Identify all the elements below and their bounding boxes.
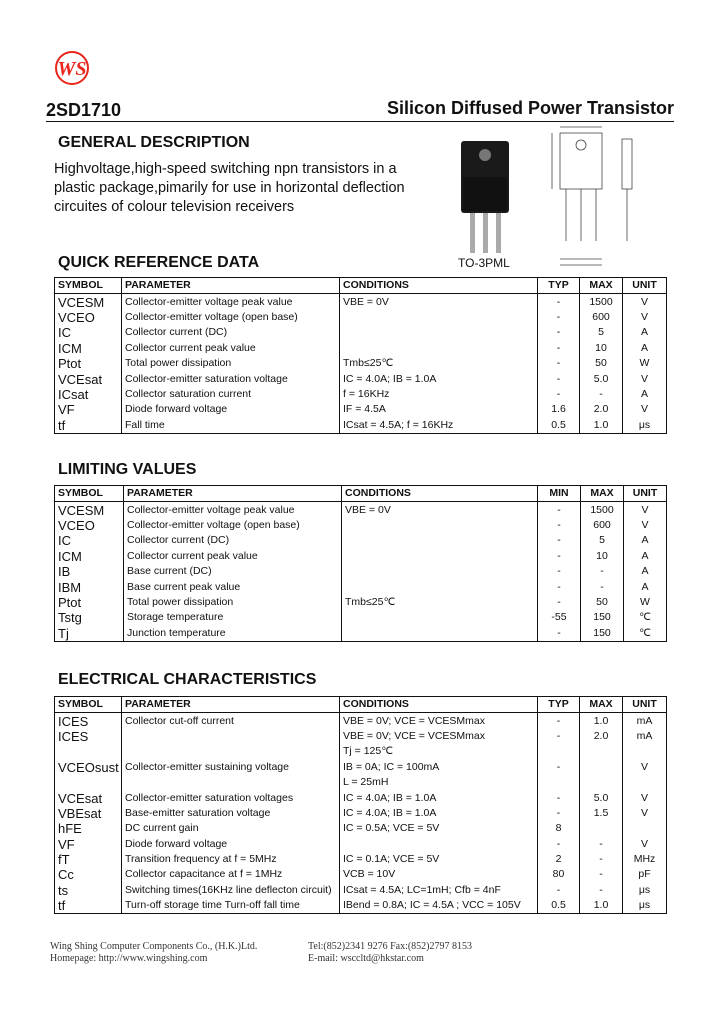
cell-conditions: VBE = 0V [342,502,538,518]
cell-parameter: Collector current (DC) [122,325,340,340]
cell-value: - [538,883,580,898]
cell-max: 10 [580,341,623,356]
cell-max: 150 [581,610,624,625]
cell-conditions [342,564,538,579]
cell-parameter: Collector cut-off current [122,713,340,729]
cell-parameter: Base current (DC) [124,564,342,579]
table-row [55,790,667,805]
table-row [55,533,667,548]
cell-unit: A [624,564,667,579]
table-row [55,310,667,325]
cell-value: 1.6 [538,402,580,417]
cell-symbol: fT [58,852,70,868]
cell-symbol: ICsat [58,386,89,402]
cell-conditions: ICsat = 4.5A; LC=1mH; Cfb = 4nF [340,883,538,898]
electrical-characteristics-table [54,696,667,914]
cell-value: 0.5 [538,418,580,434]
cell-unit: mA [623,713,667,729]
cell-symbol [55,775,122,790]
table-row [55,564,667,579]
cell-value: 0.5 [538,898,580,914]
cell-conditions: VBE = 0V; VCE = VCESMmax [340,713,538,729]
cell-max: - [580,387,623,402]
cell-value: - [538,356,580,371]
cell-max: 5 [581,533,624,548]
transistor-package-photo [455,137,517,255]
cell-value: - [538,790,580,805]
package-dimension-drawing [522,123,652,273]
table-row [55,806,667,821]
table-header-row [55,697,667,713]
cell-symbol: ICM [58,340,82,356]
cell-value: - [538,310,580,325]
cell-value: - [538,502,581,518]
cell-max: 5.0 [580,790,623,805]
col-header: MIN [538,486,581,502]
cell-parameter: Collector current peak value [124,549,342,564]
table-row [55,387,667,402]
table-row [55,744,667,759]
cell-value: - [538,626,581,642]
cell-unit: μs [623,418,667,434]
cell-value: - [538,837,580,852]
cell-max: 600 [580,310,623,325]
table-row [55,837,667,852]
cell-conditions [342,549,538,564]
cell-value: - [538,371,580,386]
document-title: Silicon Diffused Power Transistor [386,98,674,118]
col-header: CONDITIONS [342,486,538,502]
col-header: MAX [580,697,623,713]
cell-parameter: Turn-off storage time Turn-off fall time [122,898,340,914]
cell-unit: V [623,837,667,852]
table-row [55,852,667,867]
cell-max: 10 [581,549,624,564]
cell-unit: W [624,595,667,610]
cell-max: 2.0 [580,729,623,744]
cell-conditions: IC = 4.0A; IB = 1.0A [340,790,538,805]
cell-parameter: DC current gain [122,821,340,836]
cell-symbol: IB [58,564,71,580]
table-row [55,775,667,790]
cell-parameter: Base-emitter saturation voltage [122,806,340,821]
cell-parameter: Diode forward voltage [122,837,340,852]
cell-parameter: Collector-emitter saturation voltage [122,371,340,386]
cell-conditions [342,579,538,594]
cell-unit: μs [623,898,667,914]
cell-symbol: VCEOsust [58,759,119,775]
cell-conditions: Tj = 125℃ [340,744,538,759]
cell-parameter: Total power dissipation [124,595,342,610]
cell-conditions [340,837,538,852]
col-header: UNIT [623,278,667,294]
cell-max: - [580,867,623,882]
cell-unit: V [623,294,667,310]
cell-parameter: Collector-emitter voltage peak value [122,294,340,310]
cell-unit [623,744,667,759]
cell-symbol: IC [58,325,71,341]
cell-value: 8 [538,821,580,836]
electrical-characteristics-body [55,713,667,914]
cell-value: 80 [538,867,580,882]
cell-max [580,775,623,790]
cell-parameter [122,744,340,759]
cell-unit: A [623,341,667,356]
cell-value: - [538,806,580,821]
cell-conditions: VCB = 10V [340,867,538,882]
cell-max: 5.0 [580,371,623,386]
cell-unit: A [623,387,667,402]
cell-symbol: VF [58,836,75,852]
general-description-text: Highvoltage,high-speed switching npn transistors in a plastic package,pimarily for use in horizontal deflection circuites of colour television receivers [54,161,405,215]
cell-parameter: Collector-emitter sustaining voltage [122,760,340,775]
part-number: 2SD1710 [46,100,122,120]
cell-conditions: ICsat = 4.5A; f = 16KHz [340,418,538,434]
table-row [55,729,667,744]
cell-conditions: IC = 0.5A; VCE = 5V [340,821,538,836]
cell-conditions: f = 16KHz [340,387,538,402]
cell-unit: V [624,502,667,518]
cell-conditions: VBE = 0V [340,294,538,310]
table-row [55,626,667,642]
cell-symbol: Tstg [58,610,82,626]
cell-value: - [538,294,580,310]
cell-unit: V [624,518,667,533]
cell-symbol: VCESM [58,502,105,518]
cell-value: - [538,387,580,402]
cell-max: - [580,852,623,867]
col-header: TYP [538,697,580,713]
cell-unit: A [624,579,667,594]
cell-value: - [538,533,581,548]
cell-unit: ℃ [624,610,667,625]
cell-max: - [581,564,624,579]
cell-symbol: tf [58,417,66,433]
cell-unit: W [623,356,667,371]
cell-conditions: IC = 4.0A; IB = 1.0A [340,371,538,386]
table-row [55,595,667,610]
cell-parameter [122,775,340,790]
cell-unit [623,775,667,790]
col-header: TYP [538,278,580,294]
cell-parameter: Collector-emitter voltage peak value [124,502,342,518]
footer-company: Wing Shing Computer Components Co., (H.K.)Ltd. [50,941,258,952]
cell-max: 1.0 [580,418,623,434]
cell-max: 2.0 [580,402,623,417]
cell-value: - [538,760,580,775]
table-row [55,502,667,518]
cell-symbol: IC [58,533,71,549]
cell-parameter: Transition frequency at f = 5MHz [122,852,340,867]
cell-symbol: VCEsat [58,790,103,806]
cell-conditions [342,518,538,533]
cell-parameter: Collector current peak value [122,341,340,356]
table-row [55,760,667,775]
cell-conditions: VBE = 0V; VCE = VCESMmax [340,729,538,744]
cell-conditions: IBend = 0.8A; IC = 4.5A ; VCC = 105V [340,898,538,914]
cell-conditions: IB = 0A; IC = 100mA [340,760,538,775]
cell-conditions [340,310,538,325]
cell-conditions: Tmb≤25℃ [342,595,538,610]
cell-unit: A [624,549,667,564]
cell-max: 1.0 [580,713,623,729]
limiting-values-heading: LIMITING VALUES [58,461,197,478]
cell-parameter: Collector-emitter voltage (open base) [124,518,342,533]
cell-unit: μs [623,883,667,898]
cell-max [580,744,623,759]
cell-parameter: Fall time [122,418,340,434]
col-header: SYMBOL [58,698,103,711]
col-header: PARAMETER [122,697,340,713]
table-row [55,294,667,310]
table-row [55,713,667,729]
cell-value: - [538,579,581,594]
svg-text:WS: WS [57,58,87,80]
cell-max [580,760,623,775]
table-row [55,867,667,882]
cell-max: 600 [581,518,624,533]
col-header: UNIT [623,697,667,713]
footer-phone-fax: Tel:(852)2341 9276 Fax:(852)2797 8153 [308,941,473,952]
cell-unit: V [623,402,667,417]
cell-max [580,821,623,836]
electrical-characteristics-heading: ELECTRICAL CHARACTERISTICS [58,671,317,688]
cell-conditions: Tmb≤25℃ [340,356,538,371]
cell-conditions [340,341,538,356]
col-header: CONDITIONS [340,278,538,294]
col-header: UNIT [624,486,667,502]
col-header: PARAMETER [124,486,342,502]
table-row [55,356,667,371]
cell-parameter: Collector capacitance at f = 1MHz [122,867,340,882]
table-header-row [55,278,667,294]
col-header: MAX [580,278,623,294]
cell-parameter: Collector-emitter saturation voltages [122,790,340,805]
cell-max: 150 [581,626,624,642]
cell-max: 50 [581,595,624,610]
limiting-values-table [54,485,667,642]
table-row [55,371,667,386]
table-row [55,610,667,625]
cell-symbol: ICM [58,548,82,564]
cell-symbol: ts [58,882,69,898]
col-header: MAX [581,486,624,502]
cell-unit: V [623,310,667,325]
cell-parameter: Switching times(16KHz line deflecton circuit) [122,883,340,898]
package-label: TO-3PML [458,256,510,270]
cell-max: - [581,579,624,594]
cell-max: 1.0 [580,898,623,914]
col-header: CONDITIONS [340,697,538,713]
cell-conditions [342,610,538,625]
cell-max: - [580,837,623,852]
cell-parameter: Diode forward voltage [122,402,340,417]
table-row [55,402,667,417]
cell-value [538,744,580,759]
cell-parameter: Collector saturation current [122,387,340,402]
limiting-values-body [55,502,667,642]
cell-symbol: VCESM [58,294,105,310]
cell-value: - [538,325,580,340]
cell-max: 1500 [580,294,623,310]
cell-max: 50 [580,356,623,371]
table-row [55,883,667,898]
footer-homepage[interactable]: Homepage: http://www.wingshing.com [50,953,208,964]
cell-value: -55 [538,610,581,625]
cell-value: - [538,518,581,533]
cell-symbol: ICES [58,713,89,729]
cell-symbol: Cc [58,867,74,883]
cell-max: 5 [580,325,623,340]
cell-unit: V [623,790,667,805]
cell-parameter: Base current peak value [124,579,342,594]
cell-unit: V [623,760,667,775]
cell-value: - [538,564,581,579]
cell-symbol: VCEsat [58,371,103,387]
cell-value: 2 [538,852,580,867]
wing-shing-logo [50,50,94,86]
cell-unit: A [623,325,667,340]
cell-value [538,775,580,790]
table-row [55,898,667,914]
cell-parameter [122,729,340,744]
cell-conditions: IF = 4.5A [340,402,538,417]
cell-conditions: L = 25mH [340,775,538,790]
quick-reference-body [55,294,667,434]
footer-email[interactable]: E-mail: wsccltd@hkstar.com [308,953,424,964]
cell-parameter: Collector-emitter voltage (open base) [122,310,340,325]
cell-symbol [55,744,122,759]
cell-parameter: Storage temperature [124,610,342,625]
table-row [55,579,667,594]
cell-conditions [342,533,538,548]
cell-unit [623,821,667,836]
table-header-row [55,486,667,502]
cell-symbol: Ptot [58,594,82,610]
cell-symbol: tf [58,898,66,914]
cell-parameter: Junction temperature [124,626,342,642]
general-description-heading: GENERAL DESCRIPTION [58,134,250,151]
cell-unit: MHz [623,852,667,867]
cell-max: - [580,883,623,898]
col-header: SYMBOL [58,279,103,292]
table-row [55,418,667,434]
quick-reference-table [54,277,667,434]
table-row [55,325,667,340]
cell-symbol: Tj [58,625,69,641]
table-row [55,821,667,836]
cell-symbol: VCEO [58,517,95,533]
cell-value: - [538,341,580,356]
cell-max: 1.5 [580,806,623,821]
cell-value: - [538,549,581,564]
cell-max: 1500 [581,502,624,518]
cell-conditions: IC = 0.1A; VCE = 5V [340,852,538,867]
cell-unit: V [623,371,667,386]
cell-unit: V [623,806,667,821]
cell-conditions [340,325,538,340]
quick-reference-heading: QUICK REFERENCE DATA [58,254,260,271]
cell-symbol: VF [58,402,75,418]
table-row [55,518,667,533]
cell-unit: pF [623,867,667,882]
cell-conditions: IC = 4.0A; IB = 1.0A [340,806,538,821]
cell-symbol: Ptot [58,356,82,372]
cell-conditions [342,626,538,642]
cell-symbol: VBEsat [58,805,102,821]
cell-symbol: hFE [58,821,82,837]
footer-right [308,941,472,965]
header-divider [46,121,674,122]
cell-symbol: VCEO [58,309,95,325]
cell-value: - [538,713,580,729]
cell-value: - [538,595,581,610]
cell-symbol: IBM [58,579,82,595]
cell-unit: A [624,533,667,548]
cell-parameter: Total power dissipation [122,356,340,371]
table-row [55,549,667,564]
cell-parameter: Collector current (DC) [124,533,342,548]
cell-symbol: ICES [58,728,89,744]
cell-unit: ℃ [624,626,667,642]
col-header: PARAMETER [122,278,340,294]
footer-left [50,941,257,965]
cell-value: - [538,729,580,744]
table-row [55,341,667,356]
cell-unit: mA [623,729,667,744]
col-header: SYMBOL [58,487,103,500]
